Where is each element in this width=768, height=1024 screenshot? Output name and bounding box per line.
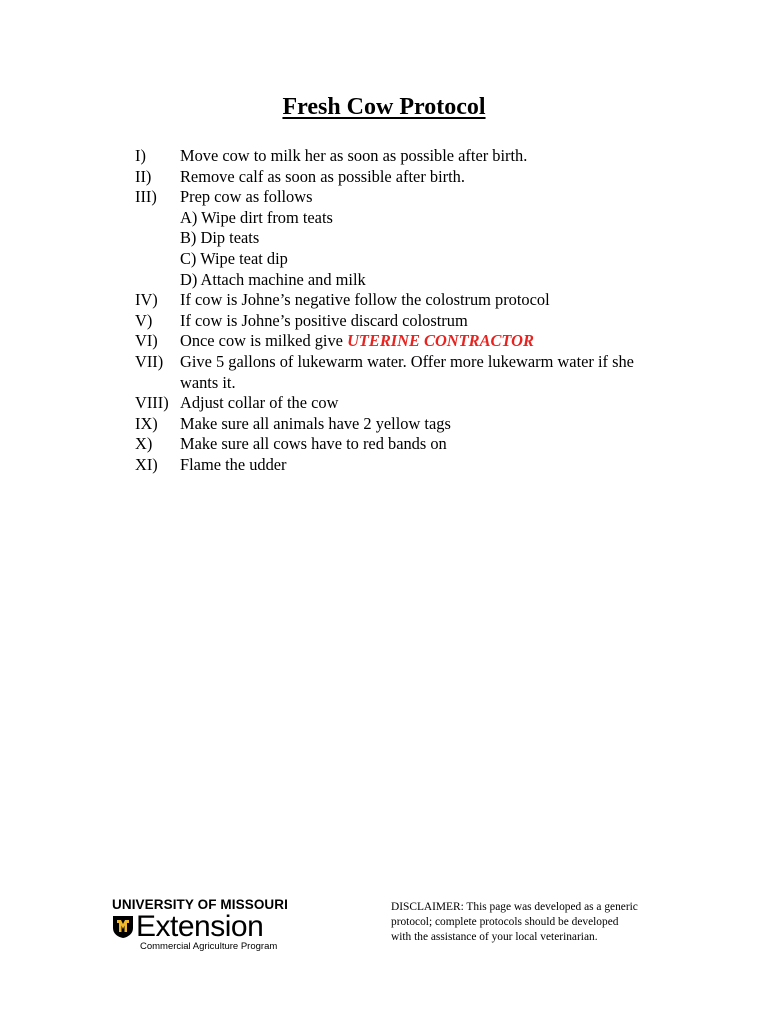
step-number: VI)	[135, 331, 158, 351]
step-4	[135, 290, 675, 311]
prep-substep-c: C) Wipe teat dip	[180, 248, 288, 268]
step-number: II)	[135, 166, 152, 186]
university-of-missouri-extension-logo	[112, 897, 302, 959]
step-number: VII)	[135, 351, 164, 371]
step-6	[135, 331, 675, 352]
step-9	[135, 414, 675, 435]
step-number: VIII)	[135, 393, 169, 413]
step-8	[135, 393, 675, 414]
prep-substep-b: B) Dip teats	[180, 228, 260, 248]
step-5	[135, 311, 675, 332]
mizzou-tiger-shield-icon	[112, 915, 134, 939]
step-text: Prep cow as follows	[180, 187, 313, 207]
logo-university-name: UNIVERSITY OF MISSOURI	[112, 897, 288, 912]
step-text: Make sure all cows have to red bands on	[180, 434, 447, 454]
step-7	[135, 352, 675, 393]
prep-substep-d: D) Attach machine and milk	[180, 269, 366, 289]
logo-wordmark: Extension	[136, 910, 264, 943]
step-3	[135, 187, 675, 208]
step-number: X)	[135, 434, 153, 454]
step-2	[135, 167, 675, 188]
step-text	[180, 331, 675, 352]
logo-program-name: Commercial Agriculture Program	[140, 941, 278, 952]
step-text: If cow is Johne’s positive discard colostrum	[180, 310, 468, 330]
step-text: Remove calf as soon as possible after birth.	[180, 166, 465, 186]
protocol-steps	[135, 146, 675, 476]
step-11	[135, 455, 675, 476]
step-text: Make sure all animals have 2 yellow tags	[180, 413, 451, 433]
step-number: IV)	[135, 290, 158, 310]
step-text: Move cow to milk her as soon as possible after birth.	[180, 146, 528, 165]
step-number: IX)	[135, 413, 158, 433]
prep-substep-a: A) Wipe dirt from teats	[180, 207, 333, 227]
step-text-plain: Once cow is milked give	[180, 331, 348, 351]
uterine-contractor-highlight: UTERINE CONTRACTOR	[347, 331, 534, 351]
step-text: If cow is Johne’s negative follow the colostrum protocol	[180, 290, 550, 310]
step-text: Give 5 gallons of lukewarm water. Offer more lukewarm water if she wants it.	[180, 351, 634, 392]
step-number: XI)	[135, 454, 158, 474]
step-number: V)	[135, 310, 153, 330]
step-10	[135, 434, 675, 455]
step-number: III)	[135, 187, 157, 207]
step-number: I)	[135, 146, 146, 165]
disclaimer-text: DISCLAIMER: This page was developed as a generic protocol; complete protocols should be developed with the assistance of your local veterinarian.	[391, 901, 638, 943]
page-title: Fresh Cow Protocol	[282, 94, 486, 120]
step-1	[135, 146, 675, 167]
step-text: Flame the udder	[180, 454, 287, 474]
step-text: Adjust collar of the cow	[180, 393, 339, 413]
logo-wordmark-row	[112, 910, 302, 943]
